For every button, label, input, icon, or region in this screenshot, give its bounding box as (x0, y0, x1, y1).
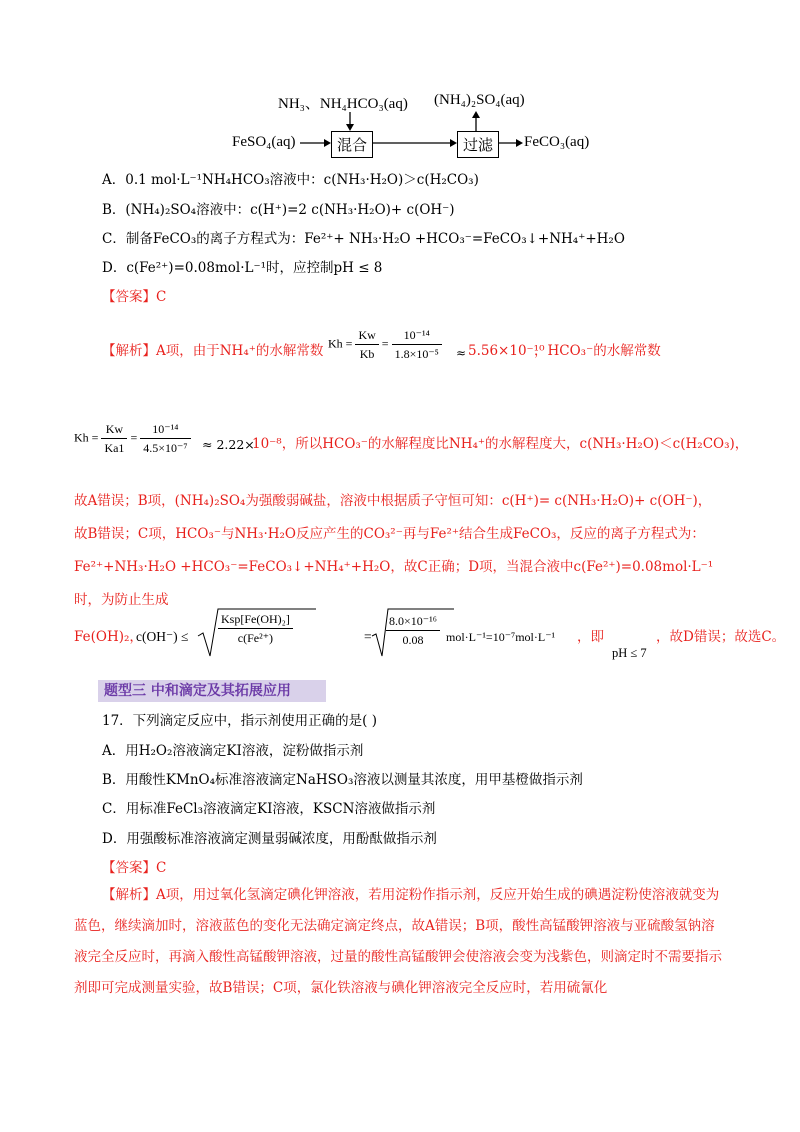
diagram-byproduct-out: (NH₄)₂SO₄(aq) (434, 92, 525, 108)
q17-option-d: D．用强酸标准溶液滴定测量弱碱浓度，用酚酞做指示剂 (102, 831, 437, 847)
q17-question: 17．下列滴定反应中，指示剂使用正确的是( ) (102, 713, 378, 729)
last-frac2: $\frac{\text{8.0×10⁻¹⁶}}{0.08}$ (386, 612, 440, 649)
analysis-label: 【解析】 (102, 343, 156, 359)
approx-value-2: ≈ 2.22× (202, 437, 255, 452)
answer-value: C (156, 289, 167, 305)
kh1-frac2: $\frac{\text{10⁻¹⁴}}{\text{1.8×10⁻⁵}}$ (392, 326, 442, 363)
kh1-formula (328, 326, 442, 363)
q17-option-a: A．用H₂O₂溶液滴定KI溶液，淀粉做指示剂 (102, 743, 364, 759)
diagram-input: FeSO₄(aq) (232, 134, 296, 150)
q16-answer (102, 288, 166, 306)
diagram-box-mix: 混合 (331, 131, 373, 158)
last-value: mol·L⁻¹=10⁻⁷mol·L⁻¹ (446, 630, 556, 644)
approx-symbol: ≈ (456, 346, 467, 360)
kh1-eq: = (381, 336, 389, 351)
kh1-lhs: Kh = (328, 336, 353, 351)
analysis-text-1: A项，由于NH₄⁺的水解常数 (156, 343, 324, 359)
kh1-frac1: $\frac{Kw}{Kb}$ (355, 326, 378, 363)
answer-value: C (156, 860, 167, 876)
q17-answer (102, 859, 166, 877)
analysis-value-1: 5.56×10⁻¹⁰ (468, 343, 545, 359)
kh2-frac2: $\frac{\text{10⁻¹⁴}}{\text{4.5×10⁻⁷}}$ (140, 420, 190, 457)
kh2-lhs: Kh = (74, 430, 99, 445)
q16-option-b: B．(NH₄)₂SO₄溶液中：c(H⁺)=2 c(NH₃·H₂O)+ c(OH⁻) (102, 202, 455, 218)
analysis-text-1-tail: ，HCO₃⁻的水解常数 (534, 343, 661, 359)
analysis-text-2: 10⁻⁸，所以HCO₃⁻的水解程度比NH₄⁺的水解程度大，c(NH₃·H₂O)＜c(H₂CO₃)， (252, 436, 749, 452)
diagram-box-filter: 过滤 (457, 131, 499, 158)
last-prefix: Fe(OH)₂， (74, 629, 143, 645)
q16-analysis-paragraph: 故A错误；B项，(NH₄)₂SO₄为强酸弱碱盐，溶液中根据质子守恒可知：c(H⁺)= c(NH₃·H₂O)+ c(OH⁻)，故B错误；C项，HCO₃⁻与NH₃·H₂O反应产生的CO₃²⁻再与Fe²⁺结合生成FeCO₃，反应的离子方程式为：Fe²⁺+NH₃·H₂O +HCO₃⁻=FeCO₃↓+NH₄⁺+H₂O，故C正确；D项，当混合液中c(Fe²⁺)=0.08mol·L⁻¹时，为防止生成 (74, 493, 714, 608)
last-mid: ，即 (577, 629, 604, 645)
q17-option-c: C．用标准FeCl₃溶液滴定KI溶液，KSCN溶液做指示剂 (102, 801, 436, 817)
last-frac1: $\frac{\text{Ksp[Fe(OH)₂]}}{\text{c(Fe²⁺)}}$ (218, 610, 293, 647)
section-header: 题型三 中和滴定及其拓展应用 (98, 680, 326, 702)
q16-option-c: C．制备FeCO₃的离子方程式为：Fe²⁺+ NH₃·H₂O +HCO₃⁻=FeCO₃↓+NH₄⁺+H₂O (102, 231, 625, 247)
analysis-text: A项，用过氧化氢滴定碘化钾溶液，若用淀粉作指示剂，反应开始生成的碘遇淀粉使溶液就变为蓝色，继续滴加时，溶液蓝色的变化无法确定滴定终点，故A错误；B项，酸性高锰酸钾溶液与亚硫酸氢钠溶液完全反应时，再滴入酸性高锰酸钾溶液，过量的酸性高锰酸钾会使溶液会变为浅紫色，则滴定时不需要指示剂即可完成测量实验，故B错误；C项，氯化铁溶液与碘化钾溶液完全反应时，若用硫氰化 (74, 887, 722, 996)
answer-label: 【答案】 (102, 289, 156, 305)
q17-analysis (74, 880, 724, 1004)
q16-option-a: A．0.1 mol·L⁻¹NH₄HCO₃溶液中：c(NH₃·H₂O)＞c(H₂CO₃) (102, 172, 479, 188)
analysis-label: 【解析】 (102, 887, 156, 903)
q16-option-d: D．c(Fe²⁺)=0.08mol·L⁻¹时，应控制pH ≤ 8 (102, 260, 383, 276)
kh2-formula (74, 420, 191, 457)
q17-option-b: B．用酸性KMnO₄标准溶液滴定NaHSO₃溶液以测量其浓度，用甲基橙做指示剂 (102, 772, 583, 788)
last-ph: pH ≤ 7 (612, 646, 647, 660)
last-lhs: c(OH⁻) ≤ (136, 629, 189, 644)
kh2-eq: = (130, 430, 138, 445)
answer-label: 【答案】 (102, 860, 156, 876)
q16-analysis-last (74, 604, 786, 664)
diagram-output: FeCO₃(aq) (524, 134, 590, 150)
last-eq: = (364, 629, 372, 644)
diagram-reagents-in: NH₃、NH₄HCO₃(aq) (278, 96, 408, 112)
last-tail: ，故D错误；故选C。 (656, 629, 786, 645)
kh2-frac1: $\frac{Kw}{Ka1}$ (101, 420, 127, 457)
